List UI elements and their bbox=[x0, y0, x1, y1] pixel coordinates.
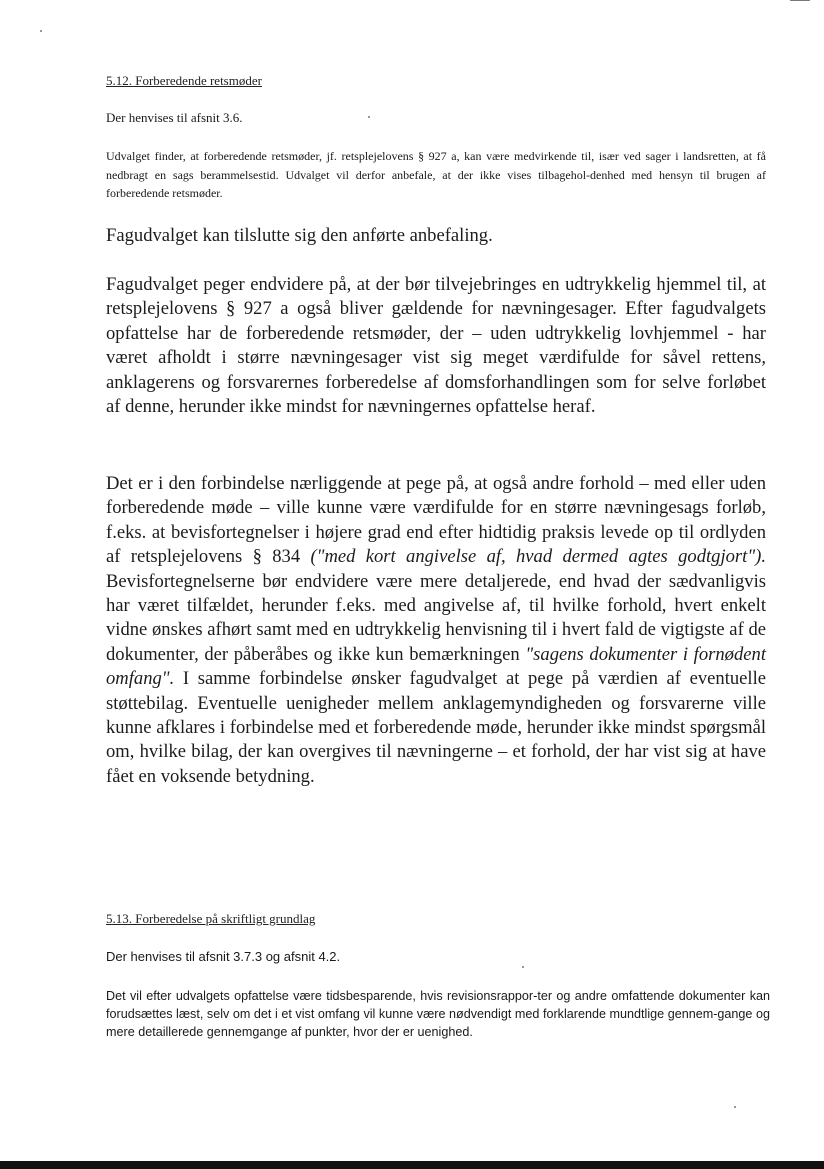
paragraph-2-quote-1: ("med kort angivelse af, hvad dermed agtes godtgjort"). bbox=[310, 546, 766, 568]
scan-speck bbox=[734, 1106, 736, 1108]
scan-speck bbox=[522, 966, 524, 968]
section-reference-5-12: Der henvises til afsnit 3.6. bbox=[106, 110, 243, 125]
section-heading-5-12: 5.12. Forberedende retsmøder bbox=[106, 73, 262, 88]
scan-speck bbox=[368, 116, 370, 118]
scan-edge-mark bbox=[790, 0, 810, 1]
paragraph-2-part-b: Bevisfortegnelserne bør endvidere være mere detaljerede, end hvad der sædvanligvis har været tilfældet, herunder f.eks. med angivelse af, til hvilke forhold, hvert enkelt vidne ønskes afhørt samt med en udtrykkelig henvisning til i hvert fald de vigtigste af de dokumenter, der påberåbes og ikke kun bemærkningen bbox=[106, 570, 766, 665]
paragraph-1: Fagudvalget peger endvidere på, at der bør tilvejebringes en udtrykkelig hjemmel til, at retsplejelovens § 927 a også bliver gældende for nævningesager. Efter fagudvalgets opfattelse har de forberedende retsmøder, der – uden udtrykkelig lovhjemmel - har været afholdt i større nævningesager vist sig meget værdifulde for såvel rettens, anklagerens og forsvarernes forberedelse af domsforhandlingen som for selve forløbet af denne, herunder ikke mindst for nævningernes opfattelse heraf. bbox=[106, 274, 766, 418]
statement-paragraph: Fagudvalget kan tilslutte sig den anførte anbefaling. bbox=[106, 225, 493, 246]
paragraph-2-quote-2: "sagens dokumenter i fornødent omfang". bbox=[106, 643, 766, 690]
committee-text-5-12: Udvalget finder, at forberedende retsmøder, jf. retsplejelovens § 927 a, kan være medvirkende til, især ved sager i landsretten, at få nedbragt en sags berammelsestid. Udvalget vil derfor anbefale, at der ikke vises tilbagehol-denhed med hensyn til brugen af forberedende retsmøder. bbox=[106, 149, 766, 200]
committee-text-5-13: Det vil efter udvalgets opfattelse være tidsbesparende, hvis revisionsrappor-ter og andre omfattende dokumenter kan forudsættes læst, selv om det i et vist omfang vil kunne være nødvendigt med forklarende mundtlige gennem-gange og mere detaillerede gennemgange af punkter, hvor der er uenighed. bbox=[106, 989, 770, 1039]
section-heading-5-13: 5.13. Forberedelse på skriftligt grundlag bbox=[106, 911, 316, 926]
paragraph-2 bbox=[106, 472, 766, 789]
scan-speck bbox=[40, 30, 42, 32]
paragraph-2-part-c: I samme forbindelse ønsker fagudvalget at pege på værdien af eventuelle støttebilag. Eventuelle uenigheder mellem anklagemyndigheden og forsvarerne ville kunne afklares i forbindelse med et forberedende møde, herunder ikke mindst spørgsmål om, hvilke bilag, der kan overgives til nævningerne – et forhold, der har vist sig at have fået en voksende betydning. bbox=[106, 668, 766, 787]
section-reference-5-13: Der henvises til afsnit 3.7.3 og afsnit 4.2. bbox=[106, 949, 341, 964]
paragraph-2-part-a: Det er i den forbindelse nærliggende at pege på, at også andre forhold – med eller uden forberedende møde – ville kunne være værdifulde for en større nævningesags forløb, f.eks. at bevisfortegnelser i højere grad end efter hidtidig praksis levede op til ordlyden af retsplejelovens § 834 bbox=[106, 473, 766, 568]
scan-bottom-edge bbox=[0, 1161, 824, 1169]
